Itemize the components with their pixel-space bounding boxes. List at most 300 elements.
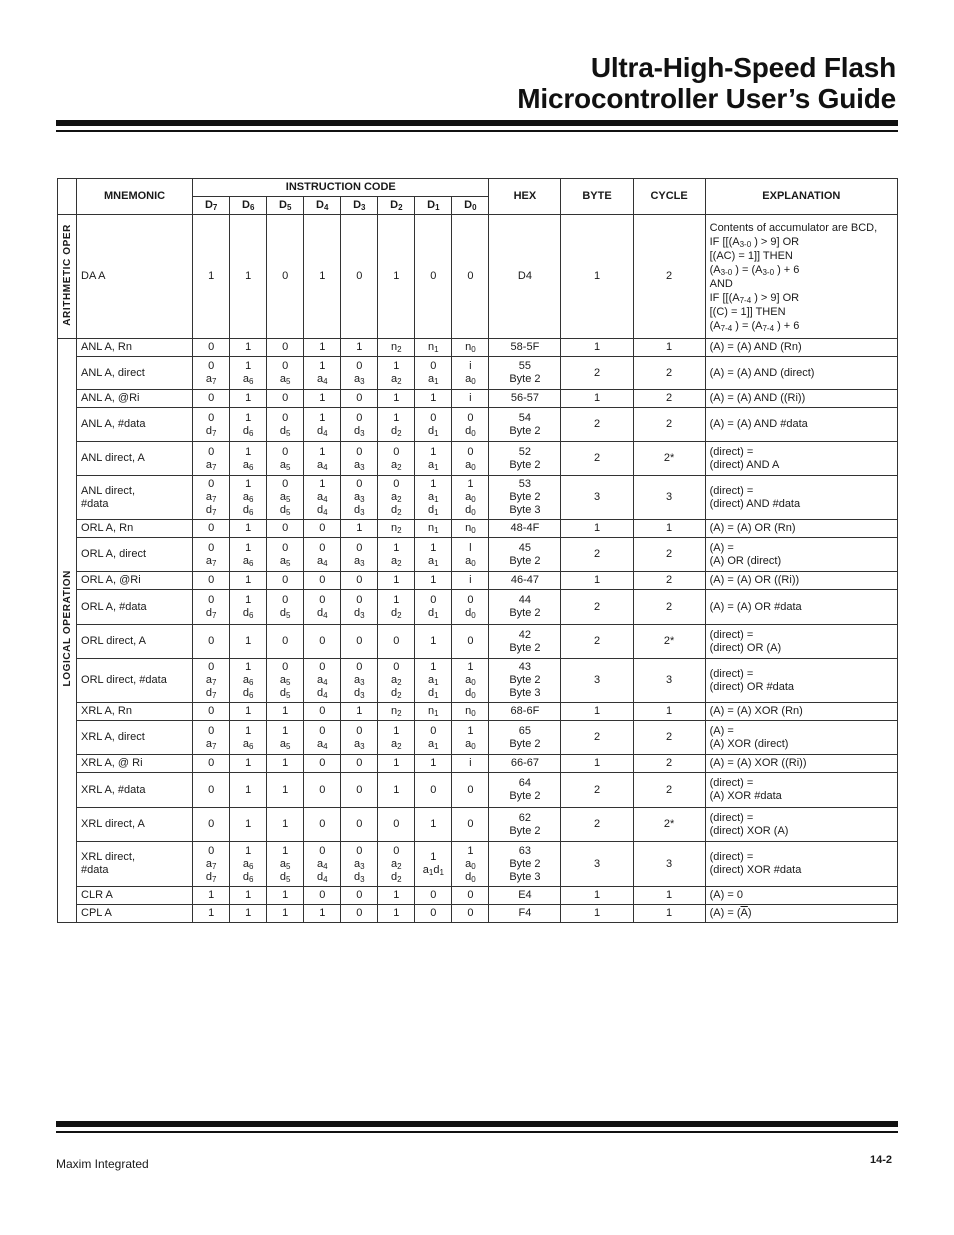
bit-cell-d7: 0 $a_7$ — [193, 721, 230, 755]
bit-cell-d3: 0 — [341, 390, 378, 408]
bit-cell-d3: 0 — [341, 572, 378, 590]
bit-cell-d3: 0 $a_3$ $d_3$ — [341, 659, 378, 703]
hex-cell: 44 Byte 2 — [489, 590, 561, 625]
mnemonic-cell: CLR A — [77, 887, 193, 905]
group-label-arithmetic: ARITHMETIC OPER — [58, 215, 77, 339]
bit-cell-d5: 0 — [267, 215, 304, 339]
cycle-cell: 1 — [633, 520, 705, 538]
table-row — [58, 390, 898, 408]
bit-cell-d2: 1 $a_2$ — [378, 357, 415, 390]
table-row — [58, 476, 898, 520]
bit-cell-d7: 0 — [193, 755, 230, 773]
cycle-cell: 2 — [633, 590, 705, 625]
bit-cell-d2: 0 — [378, 808, 415, 842]
bit-cell-d4: 0 — [304, 520, 341, 538]
bit-cell-d4: 0 — [304, 773, 341, 808]
bit-cell-d2: $n_2$ — [378, 703, 415, 721]
explanation-cell: (A) = (A) AND ((Ri)) — [705, 390, 897, 408]
bit-cell-d1: 1 — [415, 808, 452, 842]
cycle-cell: 3 — [633, 842, 705, 887]
bit-cell-d5: 0 $d_5$ — [267, 408, 304, 442]
bit-cell-d3: 0 $a_3$ — [341, 721, 378, 755]
cycle-cell: 2* — [633, 625, 705, 659]
mnemonic-cell: ANL direct, A — [77, 442, 193, 476]
explanation-cell: (direct) = (direct) OR #data — [705, 659, 897, 703]
bit-cell-d3: 0 $a_3$ — [341, 442, 378, 476]
hex-cell: E4 — [489, 887, 561, 905]
hex-cell: 42 Byte 2 — [489, 625, 561, 659]
bit-cell-d3: 0 $a_3$ $d_3$ — [341, 842, 378, 887]
bit-cell-d1: $n_1$ — [415, 339, 452, 357]
bit-cell-d0: 1 $a_0$ — [452, 721, 489, 755]
bit-cell-d6: 1 — [230, 887, 267, 905]
bit-cell-d2: 1 — [378, 390, 415, 408]
cycle-cell: 2* — [633, 442, 705, 476]
bit-cell-d4: 0 $d_4$ — [304, 590, 341, 625]
table-row — [58, 357, 898, 390]
bit-cell-d3: 0 — [341, 755, 378, 773]
bit-cell-d7: 0 $a_7$ $d_7$ — [193, 659, 230, 703]
explanation-cell: (direct) = (direct) XOR #data — [705, 842, 897, 887]
bit-cell-d1: 1 $a_1$ — [415, 538, 452, 572]
bit-cell-d7: 0 $a_7$ $d_7$ — [193, 476, 230, 520]
bit-cell-d6: 1 — [230, 520, 267, 538]
bit-cell-d6: 1 — [230, 625, 267, 659]
hex-cell: 65 Byte 2 — [489, 721, 561, 755]
table-row — [58, 721, 898, 755]
mnemonic-cell: XRL direct, #data — [77, 842, 193, 887]
bit-cell-d2: 1 — [378, 905, 415, 923]
hex-cell: 63 Byte 2 Byte 3 — [489, 842, 561, 887]
bit-cell-d5: 1 — [267, 755, 304, 773]
explanation-cell: (direct) = (A) XOR #data — [705, 773, 897, 808]
bit-cell-d4: 0 $a_4$ $d_4$ — [304, 842, 341, 887]
cycle-cell: 2 — [633, 408, 705, 442]
bit-header-d2: $D_2$ — [378, 197, 415, 215]
bit-cell-d1: 1 — [415, 390, 452, 408]
bit-cell-d3: 0 $a_3$ — [341, 538, 378, 572]
explanation-cell: (A) = (A) XOR ((Ri)) — [705, 755, 897, 773]
bit-cell-d6: 1 $a_6$ — [230, 442, 267, 476]
bit-cell-d5: 0 $d_5$ — [267, 590, 304, 625]
mnemonic-cell: ORL A, Rn — [77, 520, 193, 538]
bit-cell-d6: 1 — [230, 572, 267, 590]
bit-cell-d1: 0 — [415, 887, 452, 905]
bit-cell-d2: 0 $a_2$ $d_2$ — [378, 476, 415, 520]
byte-header: BYTE — [561, 179, 633, 215]
group-label-logical: LOGICAL OPERATION — [58, 339, 77, 923]
bit-cell-d5: 0 — [267, 520, 304, 538]
bit-cell-d1: 1 $a_1d_1$ — [415, 842, 452, 887]
bit-cell-d1: 1 $a_1$ $d_1$ — [415, 476, 452, 520]
bit-cell-d0: i — [452, 572, 489, 590]
mnemonic-cell: ORL A, @Ri — [77, 572, 193, 590]
bit-cell-d5: 1 $a_5$ — [267, 721, 304, 755]
table-row — [58, 590, 898, 625]
bit-header-d1: $D_1$ — [415, 197, 452, 215]
bit-cell-d5: 1 — [267, 887, 304, 905]
explanation-cell: (A) = (A) OR (direct) — [705, 538, 897, 572]
bit-cell-d0: l $a_0$ — [452, 538, 489, 572]
cycle-cell: 3 — [633, 659, 705, 703]
bit-cell-d7: 0 — [193, 572, 230, 590]
cycle-header: CYCLE — [633, 179, 705, 215]
header-rule-thick — [56, 120, 898, 126]
table-row — [58, 773, 898, 808]
cycle-cell: 1 — [633, 703, 705, 721]
bit-cell-d4: 1 $d_4$ — [304, 408, 341, 442]
bit-cell-d0: 0 $d_0$ — [452, 590, 489, 625]
cycle-cell: 1 — [633, 339, 705, 357]
cycle-cell: 2 — [633, 755, 705, 773]
mnemonic-cell: XRL A, #data — [77, 773, 193, 808]
bit-cell-d6: 1 $a_6$ $d_6$ — [230, 842, 267, 887]
bit-cell-d2: $n_2$ — [378, 339, 415, 357]
byte-cell: 1 — [561, 703, 633, 721]
bit-cell-d6: 1 — [230, 339, 267, 357]
bit-cell-d3: 0 — [341, 215, 378, 339]
table-row — [58, 408, 898, 442]
bit-cell-d0: 0 — [452, 773, 489, 808]
bit-cell-d4: 0 — [304, 703, 341, 721]
bit-cell-d0: 0 — [452, 215, 489, 339]
bit-cell-d5: 0 — [267, 625, 304, 659]
bit-cell-d7: 1 — [193, 215, 230, 339]
bit-cell-d1: 0 $d_1$ — [415, 408, 452, 442]
bit-header-d0: $D_0$ — [452, 197, 489, 215]
bit-cell-d6: 1 — [230, 390, 267, 408]
byte-cell: 1 — [561, 390, 633, 408]
bit-cell-d7: 0 $a_7$ — [193, 442, 230, 476]
bit-cell-d4: 1 — [304, 390, 341, 408]
bit-cell-d6: 1 $a_6$ — [230, 721, 267, 755]
explanation-cell: Contents of accumulator are BCD, IF [[($A_{3-0}$ ) > 9] OR [(AC) = 1]] THEN ($A_{3-0}$ ) = ($A_{3-0}$ ) + 6 AND IF [[($A_{7-4}$ ) > 9] OR [(C) = 1]] THEN ($A_{7-4}$ ) = ($A_{7-4}$ ) + 6 — [705, 215, 897, 339]
hex-header: HEX — [489, 179, 561, 215]
bit-cell-d4: 0 $a_4$ — [304, 538, 341, 572]
byte-cell: 3 — [561, 476, 633, 520]
bit-cell-d5: 1 $a_5$ $d_5$ — [267, 842, 304, 887]
table-row — [58, 755, 898, 773]
bit-cell-d5: 1 — [267, 905, 304, 923]
explanation-cell: (A) = (A) AND #data — [705, 408, 897, 442]
bit-cell-d1: 0 — [415, 773, 452, 808]
table-row — [58, 842, 898, 887]
bit-cell-d3: 0 $a_3$ $d_3$ — [341, 476, 378, 520]
bit-cell-d5: 0 $a_5$ — [267, 538, 304, 572]
mnemonic-cell: ORL A, #data — [77, 590, 193, 625]
explanation-cell: (direct) = (direct) OR (A) — [705, 625, 897, 659]
cycle-cell: 2 — [633, 538, 705, 572]
bit-cell-d4: 1 — [304, 339, 341, 357]
table-row — [58, 703, 898, 721]
bit-cell-d4: 1 — [304, 215, 341, 339]
bit-cell-d5: 1 — [267, 808, 304, 842]
hex-cell: 53 Byte 2 Byte 3 — [489, 476, 561, 520]
mnemonic-cell: ANL A, @Ri — [77, 390, 193, 408]
bit-cell-d1: 0 $a_1$ — [415, 721, 452, 755]
bit-cell-d4: 1 — [304, 905, 341, 923]
bit-cell-d1: $n_1$ — [415, 703, 452, 721]
bit-cell-d2: 0 — [378, 625, 415, 659]
bit-cell-d2: 1 — [378, 215, 415, 339]
bit-cell-d0: 0 — [452, 808, 489, 842]
bit-cell-d5: 1 — [267, 703, 304, 721]
table-row — [58, 625, 898, 659]
table-row — [58, 442, 898, 476]
bit-cell-d6: 1 $a_6$ — [230, 357, 267, 390]
table-row — [58, 520, 898, 538]
table-row — [58, 659, 898, 703]
bit-cell-d3: 0 — [341, 808, 378, 842]
cycle-cell: 2 — [633, 773, 705, 808]
bit-cell-d2: 0 $a_2$ — [378, 442, 415, 476]
byte-cell: 1 — [561, 887, 633, 905]
mnemonic-cell: ORL direct, A — [77, 625, 193, 659]
hex-cell: 52 Byte 2 — [489, 442, 561, 476]
hex-cell: 64 Byte 2 — [489, 773, 561, 808]
bit-cell-d7: 0 — [193, 339, 230, 357]
explanation-cell: (direct) = (direct) AND #data — [705, 476, 897, 520]
bit-cell-d0: 0 — [452, 887, 489, 905]
explanation-cell: (A) = (A) OR (Rn) — [705, 520, 897, 538]
cycle-cell: 2 — [633, 357, 705, 390]
bit-header-d4: $D_4$ — [304, 197, 341, 215]
byte-cell: 2 — [561, 590, 633, 625]
bit-cell-d0: i $a_0$ — [452, 357, 489, 390]
bit-cell-d4: 1 $a_4$ $d_4$ — [304, 476, 341, 520]
bit-cell-d0: 1 $a_0$ $d_0$ — [452, 476, 489, 520]
bit-cell-d0: 1 $a_0$ $d_0$ — [452, 659, 489, 703]
bit-cell-d2: 1 — [378, 572, 415, 590]
bit-cell-d7: 0 $a_7$ — [193, 357, 230, 390]
bit-cell-d1: 0 — [415, 215, 452, 339]
byte-cell: 2 — [561, 721, 633, 755]
cycle-cell: 2 — [633, 215, 705, 339]
bit-cell-d0: 0 — [452, 905, 489, 923]
mnemonic-cell: ANL direct, #data — [77, 476, 193, 520]
mnemonic-cell: ORL A, direct — [77, 538, 193, 572]
bit-cell-d0: 0 $a_0$ — [452, 442, 489, 476]
bit-cell-d6: 1 $a_6$ $d_6$ — [230, 476, 267, 520]
bit-cell-d6: 1 $a_6$ — [230, 538, 267, 572]
bit-cell-d4: 0 — [304, 755, 341, 773]
explanation-cell: $(A) = (\overline{A})$ — [705, 905, 897, 923]
bit-cell-d4: 0 — [304, 572, 341, 590]
mnemonic-cell: DA A — [77, 215, 193, 339]
byte-cell: 2 — [561, 538, 633, 572]
explanation-cell: (direct) = (direct) XOR (A) — [705, 808, 897, 842]
bit-cell-d1: $n_1$ — [415, 520, 452, 538]
bit-cell-d0: $n_0$ — [452, 520, 489, 538]
bit-cell-d3: 0 $d_3$ — [341, 408, 378, 442]
cycle-cell: 2 — [633, 572, 705, 590]
explanation-cell: (A) = (A) XOR (Rn) — [705, 703, 897, 721]
bit-cell-d0: i — [452, 755, 489, 773]
byte-cell: 2 — [561, 357, 633, 390]
bit-cell-d2: 1 $d_2$ — [378, 590, 415, 625]
byte-cell: 1 — [561, 339, 633, 357]
bit-cell-d1: 0 $d_1$ — [415, 590, 452, 625]
bit-cell-d1: 1 — [415, 755, 452, 773]
bit-cell-d3: 1 — [341, 520, 378, 538]
bit-cell-d6: 1 $a_6$ $d_6$ — [230, 659, 267, 703]
bit-cell-d3: 0 — [341, 625, 378, 659]
bit-cell-d4: 0 — [304, 887, 341, 905]
bit-cell-d6: 1 — [230, 703, 267, 721]
table-row — [58, 215, 898, 339]
byte-cell: 3 — [561, 842, 633, 887]
footer-rule-thin — [56, 1131, 898, 1133]
bit-cell-d2: $n_2$ — [378, 520, 415, 538]
bit-cell-d4: 1 $a_4$ — [304, 442, 341, 476]
bit-cell-d2: 1 $a_2$ — [378, 721, 415, 755]
instruction-code-header: INSTRUCTION CODE — [193, 179, 489, 197]
bit-cell-d5: 0 — [267, 572, 304, 590]
byte-cell: 2 — [561, 442, 633, 476]
cycle-cell: 1 — [633, 887, 705, 905]
hex-cell: 56-57 — [489, 390, 561, 408]
explanation-header: EXPLANATION — [705, 179, 897, 215]
bit-cell-d6: 1 — [230, 905, 267, 923]
bit-cell-d5: 0 $a_5$ $d_5$ — [267, 659, 304, 703]
bit-cell-d2: 1 — [378, 887, 415, 905]
bit-cell-d1: 0 — [415, 905, 452, 923]
bit-cell-d3: 0 — [341, 887, 378, 905]
bit-cell-d7: 0 — [193, 703, 230, 721]
table-row — [58, 339, 898, 357]
byte-cell: 1 — [561, 755, 633, 773]
cycle-cell: 1 — [633, 905, 705, 923]
bit-cell-d2: 0 $a_2$ $d_2$ — [378, 659, 415, 703]
document-title — [296, 52, 896, 114]
bit-cell-d3: 0 — [341, 905, 378, 923]
cycle-cell: 2 — [633, 390, 705, 408]
table-row — [58, 808, 898, 842]
hex-cell: 68-6F — [489, 703, 561, 721]
explanation-cell: (A) = (A) OR #data — [705, 590, 897, 625]
bit-cell-d4: 0 — [304, 808, 341, 842]
group-header-blank — [58, 179, 77, 215]
bit-cell-d7: 0 $a_7$ $d_7$ — [193, 842, 230, 887]
bit-cell-d7: 0 — [193, 390, 230, 408]
bit-cell-d3: 1 — [341, 703, 378, 721]
bit-cell-d2: 1 $a_2$ — [378, 538, 415, 572]
table-row — [58, 905, 898, 923]
instruction-table — [57, 178, 898, 923]
bit-cell-d1: 1 $a_1$ $d_1$ — [415, 659, 452, 703]
bit-cell-d6: 1 — [230, 808, 267, 842]
bit-cell-d1: 1 — [415, 572, 452, 590]
cycle-cell: 3 — [633, 476, 705, 520]
byte-cell: 1 — [561, 572, 633, 590]
hex-cell: 62 Byte 2 — [489, 808, 561, 842]
hex-cell: 46-47 — [489, 572, 561, 590]
bit-cell-d1: 1 $a_1$ — [415, 442, 452, 476]
bit-cell-d5: 1 — [267, 773, 304, 808]
bit-cell-d5: 0 $a_5$ — [267, 357, 304, 390]
bit-cell-d0: i — [452, 390, 489, 408]
explanation-cell: (A) = (A) XOR (direct) — [705, 721, 897, 755]
bit-cell-d0: 0 — [452, 625, 489, 659]
header-rule-thin — [56, 130, 898, 132]
mnemonic-cell: XRL direct, A — [77, 808, 193, 842]
bit-cell-d5: 0 — [267, 339, 304, 357]
hex-cell: 66-67 — [489, 755, 561, 773]
bit-cell-d0: $n_0$ — [452, 339, 489, 357]
hex-cell: 55 Byte 2 — [489, 357, 561, 390]
bit-cell-d3: 0 $d_3$ — [341, 590, 378, 625]
mnemonic-cell: XRL A, Rn — [77, 703, 193, 721]
bit-cell-d7: 0 $a_7$ — [193, 538, 230, 572]
title-line-1: Ultra-High-Speed Flash — [590, 52, 896, 83]
byte-cell: 1 — [561, 215, 633, 339]
bit-cell-d2: 1 — [378, 773, 415, 808]
bit-cell-d3: 0 — [341, 773, 378, 808]
bit-cell-d6: 1 $d_6$ — [230, 408, 267, 442]
bit-header-d3: $D_3$ — [341, 197, 378, 215]
bit-cell-d0: $n_0$ — [452, 703, 489, 721]
bit-cell-d6: 1 — [230, 773, 267, 808]
footer-company: Maxim Integrated — [56, 1157, 149, 1171]
byte-cell: 2 — [561, 808, 633, 842]
bit-header-d5: $D_5$ — [267, 197, 304, 215]
bit-cell-d7: 0 $d_7$ — [193, 590, 230, 625]
bit-cell-d7: 1 — [193, 887, 230, 905]
bit-cell-d3: 1 — [341, 339, 378, 357]
bit-cell-d4: 0 — [304, 625, 341, 659]
bit-cell-d6: 1 $d_6$ — [230, 590, 267, 625]
bit-header-d6: $D_6$ — [230, 197, 267, 215]
explanation-cell: (A) = 0 — [705, 887, 897, 905]
hex-cell: F4 — [489, 905, 561, 923]
byte-cell: 3 — [561, 659, 633, 703]
hex-cell: D4 — [489, 215, 561, 339]
byte-cell: 2 — [561, 408, 633, 442]
hex-cell: 45 Byte 2 — [489, 538, 561, 572]
table-row — [58, 887, 898, 905]
table-row — [58, 572, 898, 590]
bit-cell-d7: 1 — [193, 905, 230, 923]
bit-cell-d2: 0 $a_2$ $d_2$ — [378, 842, 415, 887]
bit-cell-d7: 0 — [193, 520, 230, 538]
title-line-2: Microcontroller User’s Guide — [517, 83, 896, 114]
bit-cell-d5: 0 — [267, 390, 304, 408]
hex-cell: 48-4F — [489, 520, 561, 538]
bit-cell-d7: 0 — [193, 808, 230, 842]
mnemonic-cell: ANL A, direct — [77, 357, 193, 390]
byte-cell: 2 — [561, 625, 633, 659]
byte-cell: 1 — [561, 905, 633, 923]
bit-cell-d4: 0 $a_4$ $d_4$ — [304, 659, 341, 703]
footer-rule-thick — [56, 1121, 898, 1127]
bit-cell-d7: 0 — [193, 773, 230, 808]
bit-cell-d0: 1 $a_0$ $d_0$ — [452, 842, 489, 887]
explanation-cell: (A) = (A) AND (direct) — [705, 357, 897, 390]
bit-header-d7: $D_7$ — [193, 197, 230, 215]
bit-cell-d1: 1 — [415, 625, 452, 659]
bit-cell-d2: 1 — [378, 755, 415, 773]
bit-cell-d4: 0 $a_4$ — [304, 721, 341, 755]
mnemonic-cell: ANL A, #data — [77, 408, 193, 442]
cycle-cell: 2 — [633, 721, 705, 755]
footer-page-number: 14-2 — [869, 1154, 892, 1166]
bit-cell-d3: 0 $a_3$ — [341, 357, 378, 390]
hex-cell: 43 Byte 2 Byte 3 — [489, 659, 561, 703]
hex-cell: 54 Byte 2 — [489, 408, 561, 442]
bit-cell-d4: 1 $a_4$ — [304, 357, 341, 390]
byte-cell: 1 — [561, 520, 633, 538]
mnemonic-cell: ORL direct, #data — [77, 659, 193, 703]
